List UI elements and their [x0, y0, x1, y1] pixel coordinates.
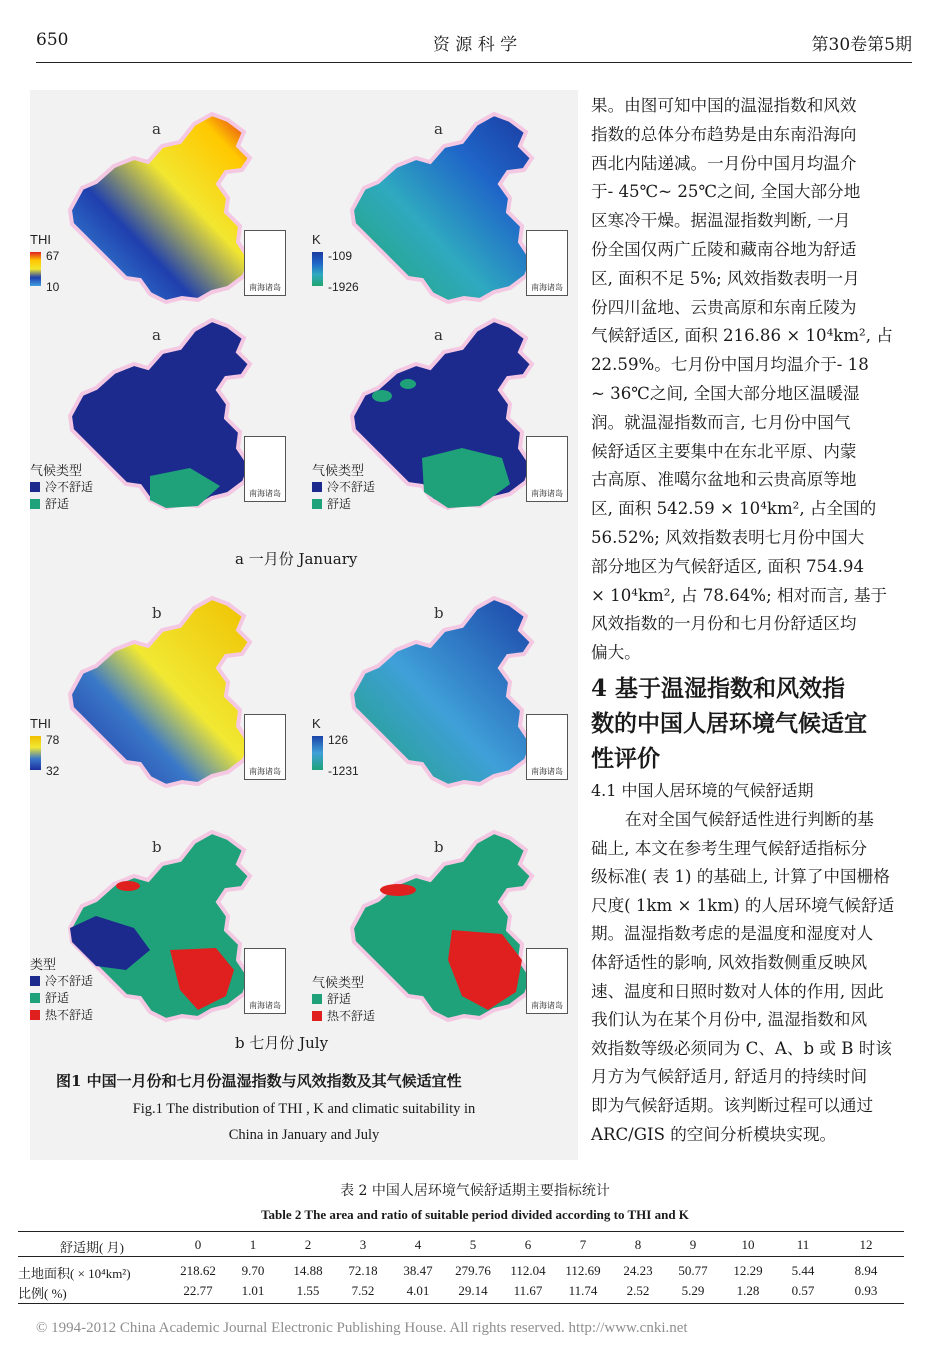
- table-cell: 112.69: [565, 1263, 601, 1278]
- legend-title: 气候类型: [312, 975, 365, 990]
- legend-item: 冷不舒适: [30, 478, 93, 495]
- page-number: 650: [36, 30, 69, 50]
- table-cell: 10: [741, 1237, 755, 1252]
- text-line: ARC/GIS 的空间分析模块实现。: [591, 1124, 837, 1144]
- south-china-sea-inset: [244, 714, 286, 780]
- table-cell: 9: [689, 1237, 697, 1252]
- legend-item: 冷不舒适: [312, 478, 375, 495]
- table-cell: 0.93: [854, 1283, 878, 1298]
- text-line: 指数的总体分布趋势是由东南沿海向: [591, 124, 857, 144]
- text-line: 候舒适区主要集中在东北平原、内蒙: [591, 441, 857, 461]
- legend-max: 67: [46, 249, 60, 263]
- legend-item: 热不舒适: [312, 1007, 375, 1024]
- text-line: 于- 45℃~ 25℃之间, 全国大部分地: [591, 182, 861, 202]
- south-china-sea-inset: [526, 436, 568, 502]
- legend-title: THI: [30, 716, 51, 731]
- table-cell: 2: [304, 1237, 312, 1252]
- table-cell: 72.18: [348, 1263, 378, 1278]
- color-bar: [312, 736, 323, 770]
- map-panel: [30, 102, 292, 320]
- table-cell: 279.76: [455, 1263, 491, 1278]
- header-rule: [36, 62, 912, 63]
- section-4-heading-3: 性评价: [591, 745, 660, 772]
- color-bar: [30, 252, 41, 286]
- text-line: 我们认为在某个月份中, 温湿指数和风: [591, 1010, 868, 1030]
- figure-caption-en-1: Fig.1 The distribution of THI , K and climatic suitability in: [132, 1101, 476, 1117]
- section-4-heading-1: 4 基于温湿指数和风效指: [591, 675, 846, 702]
- text-line: 即为气候舒适期。该判断过程可以通过: [591, 1096, 874, 1115]
- table-cell: 2.52: [626, 1283, 650, 1298]
- legend-item: 热不舒适: [30, 1006, 93, 1023]
- table-cell: 0: [194, 1237, 202, 1252]
- table-cell: 218.62: [180, 1263, 216, 1278]
- south-china-sea-inset: [244, 948, 286, 1014]
- table-cell: 14.88: [293, 1263, 323, 1278]
- table-cell: 29.14: [458, 1283, 488, 1298]
- table-cell: 11.74: [568, 1283, 598, 1298]
- panel-tag: b: [152, 838, 162, 856]
- text-line: 在对全国气候舒适性进行判断的基: [625, 810, 874, 829]
- figure-caption-cn: 图1 中国一月份和七月份温湿指数与风效指数及其气候适宜性: [56, 1072, 462, 1090]
- text-line: 份全国仅两广丘陵和藏南谷地为舒适: [591, 240, 857, 259]
- map-panel: [312, 308, 574, 526]
- legend-item: 冷不舒适: [30, 972, 93, 989]
- table-cell: 22.77: [183, 1283, 213, 1298]
- inset-label: 南海诸岛: [249, 283, 281, 292]
- table-cell: 土地面积( × 10⁴km²): [18, 1266, 131, 1281]
- text-line: 古高原、准噶尔盆地和云贵高原等地: [591, 470, 857, 490]
- table-cell: 12: [859, 1237, 873, 1252]
- table-cell: 5.29: [681, 1283, 705, 1298]
- text-line: 速、温度和日照时数对人体的作用, 因此: [591, 981, 884, 1001]
- table-cell: 50.77: [678, 1263, 708, 1278]
- inset-label: 南海诸岛: [249, 767, 281, 776]
- table-cell: 9.70: [241, 1263, 265, 1278]
- table-cell: 1.01: [241, 1283, 265, 1298]
- panel-tag: a: [434, 120, 443, 138]
- table-cell: 1: [249, 1237, 257, 1252]
- map-panel: [312, 102, 574, 320]
- table-caption-en: Table 2 The area and ratio of suitable period divided according to THI and K: [261, 1207, 689, 1222]
- text-line: 56.52%; 风效指数表明七月份中国大: [591, 528, 865, 547]
- table-cell: 112.04: [510, 1263, 546, 1278]
- panel-tag: a: [152, 120, 161, 138]
- south-china-sea-inset: [526, 948, 568, 1014]
- text-line: 气候舒适区, 面积 216.86 × 10⁴km², 占: [591, 326, 893, 346]
- text-line: 西北内陆递减。一月份中国月均温介: [591, 153, 857, 173]
- text-line: 份四川盆地、云贵高原和东南丘陵为: [591, 297, 857, 317]
- table-caption-cn: 表 2 中国人居环境气候舒适期主要指标统计: [340, 1183, 610, 1199]
- text-line: 润。就温湿指数而言, 七月份中国气: [591, 412, 851, 432]
- map-panel: [30, 308, 292, 526]
- text-line: 22.59%。七月份中国月均温介于- 18: [591, 355, 869, 375]
- south-china-sea-inset: [526, 714, 568, 780]
- text-line: 区, 面积 542.59 × 10⁴km², 占全国的: [591, 499, 877, 519]
- table-cell: 12.29: [733, 1263, 763, 1278]
- table-cell: 4: [414, 1237, 422, 1252]
- color-bar: [312, 252, 323, 286]
- table-top-rule: [18, 1231, 904, 1232]
- table-cell: 8: [634, 1237, 642, 1252]
- inset-label: 南海诸岛: [249, 1001, 281, 1010]
- legend-max: -109: [328, 249, 353, 263]
- table-cell: 1.55: [296, 1283, 320, 1298]
- color-bar: [30, 736, 41, 770]
- table-cell: 0.57: [791, 1283, 815, 1298]
- text-line: 期。温湿指数考虑的是温度和湿度对人: [591, 924, 874, 944]
- table-cell: 舒适期( 月): [60, 1240, 124, 1255]
- legend-min: -1926: [328, 280, 359, 294]
- legend-max: 78: [46, 733, 60, 747]
- table-cell: 7: [579, 1237, 587, 1252]
- table-cell: 1.28: [736, 1283, 760, 1298]
- text-line: 月方为气候舒适月, 舒适月的持续时间: [591, 1067, 868, 1087]
- south-china-sea-inset: [244, 436, 286, 502]
- table-cell: 5.44: [791, 1263, 815, 1278]
- section-4-heading-2: 数的中国人居环境气候适宜: [591, 710, 867, 737]
- legend-item: 舒适: [312, 990, 351, 1007]
- journal-title: 资 源 科 学: [432, 35, 518, 55]
- legend-item: 舒适: [30, 989, 69, 1006]
- legend-min: -1231: [328, 764, 359, 778]
- legend-title: THI: [30, 232, 51, 247]
- south-china-sea-inset: [244, 230, 286, 296]
- legend-title: 类型: [30, 957, 57, 972]
- table-mid-rule: [18, 1256, 904, 1257]
- legend-item: 舒适: [30, 495, 69, 512]
- table-cell: 5: [469, 1237, 477, 1252]
- inset-label: 南海诸岛: [249, 489, 281, 498]
- table-bottom-rule: [18, 1303, 904, 1304]
- text-line: 果。由图可知中国的温湿指数和风效: [591, 96, 857, 115]
- legend-max: 126: [328, 733, 349, 747]
- panel-tag: a: [434, 326, 443, 344]
- copyright-footer: © 1994-2012 China Academic Journal Electronic Publishing House. All rights reserved. http://www.cnki.net: [36, 1320, 688, 1336]
- text-line: ~ 36℃之间, 全国大部分地区温暖湿: [591, 384, 860, 403]
- inset-label: 南海诸岛: [531, 489, 563, 498]
- table-cell: 6: [524, 1237, 532, 1252]
- table-cell: 比例( %): [18, 1286, 67, 1301]
- table-cell: 24.23: [623, 1263, 653, 1278]
- sub-caption-january: a 一月份 January: [235, 550, 358, 568]
- panel-tag: b: [152, 604, 162, 622]
- table-cell: 8.94: [854, 1263, 878, 1278]
- text-line: 风效指数的一月份和七月份舒适区均: [591, 614, 857, 634]
- panel-tag: a: [152, 326, 161, 344]
- issue-label: 第30卷第5期: [811, 35, 912, 55]
- text-line: 尺度( 1km × 1km) 的人居环境气候舒适: [591, 895, 895, 915]
- map-panel: [312, 820, 574, 1038]
- map-panel: [30, 820, 292, 1038]
- map-panel: [312, 586, 574, 804]
- text-line: 础上, 本文在参考生理气候舒适指标分: [591, 838, 868, 858]
- inset-label: 南海诸岛: [531, 767, 563, 776]
- sub-caption-july: b 七月份 July: [235, 1034, 329, 1052]
- map-panel: [30, 586, 292, 804]
- table-cell: 4.01: [406, 1283, 430, 1298]
- legend-title: 气候类型: [30, 463, 83, 478]
- legend-title: K: [312, 716, 321, 731]
- panel-tag: b: [434, 604, 444, 622]
- text-line: 体舒适性的影响, 风效指数侧重反映风: [591, 953, 868, 972]
- legend-title: 气候类型: [312, 463, 365, 478]
- panel-tag: b: [434, 838, 444, 856]
- south-china-sea-inset: [526, 230, 568, 296]
- text-line: 偏大。: [591, 643, 641, 663]
- table-cell: 11.67: [513, 1283, 543, 1298]
- table-cell: 3: [359, 1237, 367, 1252]
- inset-label: 南海诸岛: [531, 1001, 563, 1010]
- legend-item: 舒适: [312, 495, 351, 512]
- table-cell: 7.52: [351, 1283, 375, 1298]
- figure-1: [30, 90, 578, 1160]
- text-line: × 10⁴km², 占 78.64%; 相对而言, 基于: [591, 585, 888, 605]
- figure-caption-en-2: China in January and July: [228, 1127, 380, 1143]
- text-line: 级标准( 表 1) 的基础上, 计算了中国栅格: [591, 867, 890, 887]
- text-line: 区寒冷干燥。据温湿指数判断, 一月: [591, 211, 851, 231]
- text-line: 部分地区为气候舒适区, 面积 754.94: [591, 556, 865, 576]
- section-4-1-heading: 4.1 中国人居环境的气候舒适期: [591, 781, 814, 800]
- legend-title: K: [312, 232, 321, 247]
- inset-label: 南海诸岛: [531, 283, 563, 292]
- legend-min: 32: [46, 764, 60, 778]
- text-line: 区, 面积不足 5%; 风效指数表明一月: [591, 268, 860, 288]
- table-cell: 11: [796, 1237, 810, 1252]
- text-line: 效指数等级必须同为 C、A、b 或 B 时该: [591, 1038, 892, 1058]
- table-cell: 38.47: [403, 1263, 433, 1278]
- legend-min: 10: [46, 280, 60, 294]
